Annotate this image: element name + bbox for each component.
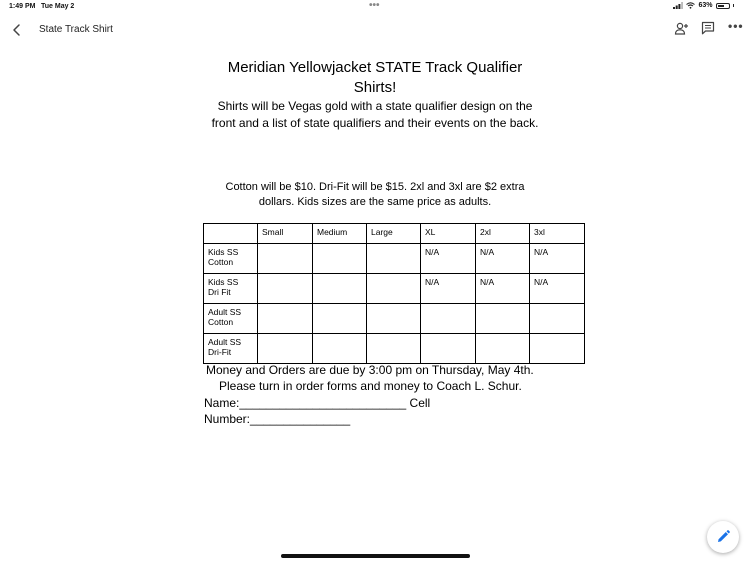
document-title: State Track Shirt <box>39 24 113 35</box>
table-cell <box>258 334 313 364</box>
back-button[interactable] <box>9 20 25 40</box>
table-cell <box>367 274 421 304</box>
share-button[interactable] <box>674 21 689 41</box>
table-header-cell: Small <box>258 224 313 244</box>
table-cell <box>258 274 313 304</box>
table-cell: N/A <box>530 274 585 304</box>
home-indicator[interactable] <box>281 554 470 558</box>
table-row <box>204 304 585 334</box>
row-label <box>204 334 258 364</box>
battery-percent: 63% <box>698 2 713 9</box>
row-label-line: Kids SS <box>208 277 239 287</box>
name-cell-line: Name:_________________________ Cell <box>204 396 431 410</box>
edit-button[interactable] <box>707 521 739 553</box>
row-label-line: Dri-Fit <box>208 347 232 357</box>
row-label <box>204 244 258 274</box>
table-cell <box>476 304 530 334</box>
price-text: Cotton will be $10. Dri-Fit will be $15. 2xl and 3xl are $2 extra <box>225 181 525 193</box>
table-cell: N/A <box>476 244 530 274</box>
document-heading: Meridian Yellowjacket STATE Track Qualifier <box>227 59 523 76</box>
row-label-line: Kids SS <box>208 247 239 257</box>
table-header-cell: Large <box>367 224 421 244</box>
table-cell <box>313 274 367 304</box>
table-row <box>204 244 585 274</box>
table-cell: N/A <box>421 244 476 274</box>
price-text-line2: dollars. Kids sizes are the same price as adults. <box>258 196 492 208</box>
row-label-line: Adult SS <box>208 337 242 347</box>
comment-icon <box>701 21 715 35</box>
status-time: 1:49 PM <box>9 3 36 10</box>
table-cell: N/A <box>421 274 476 304</box>
table-row <box>204 274 585 304</box>
turn-in-text: Please turn in order forms and money to Coach L. Schur. <box>219 379 522 393</box>
due-date-text: Money and Orders are due by 3:00 pm on Thursday, May 4th. <box>206 363 534 377</box>
more-options-button[interactable]: ••• <box>728 19 744 33</box>
table-cell: N/A <box>476 274 530 304</box>
table-header-cell <box>204 224 258 244</box>
table-cell <box>313 244 367 274</box>
table-cell <box>258 304 313 334</box>
row-label-line: Adult SS <box>208 307 242 317</box>
comment-button[interactable] <box>701 21 715 40</box>
table-header-cell: 2xl <box>476 224 530 244</box>
table-cell <box>367 304 421 334</box>
chevron-left-icon <box>9 20 25 40</box>
order-table <box>203 223 585 364</box>
row-label-line: Cotton <box>208 257 234 267</box>
table-cell <box>313 304 367 334</box>
table-header-cell: XL <box>421 224 476 244</box>
table-cell <box>367 334 421 364</box>
table-cell <box>367 244 421 274</box>
table-cell <box>258 244 313 274</box>
multitasking-dots[interactable]: ••• <box>369 0 380 11</box>
table-header-row <box>204 224 585 244</box>
row-label-line: Cotton <box>208 317 234 327</box>
intro-text-line2: front and a list of state qualifiers and their events on the back. <box>211 116 539 130</box>
row-label-line: Dri Fit <box>208 287 231 297</box>
table-header-cell: Medium <box>313 224 367 244</box>
app-bar <box>0 16 750 44</box>
table-cell <box>421 304 476 334</box>
table-cell <box>421 334 476 364</box>
table-cell <box>530 304 585 334</box>
intro-text: Shirts will be Vegas gold with a state qualifier design on the <box>217 99 533 113</box>
pencil-icon <box>715 529 731 545</box>
table-cell <box>476 334 530 364</box>
row-label <box>204 304 258 334</box>
table-cell <box>313 334 367 364</box>
table-row <box>204 334 585 364</box>
table-cell <box>530 334 585 364</box>
row-label <box>204 274 258 304</box>
number-line: Number:_______________ <box>204 412 351 426</box>
table-cell: N/A <box>530 244 585 274</box>
document-heading-line2: Shirts! <box>353 79 397 96</box>
status-date: Tue May 2 <box>41 3 75 10</box>
table-header-cell: 3xl <box>530 224 585 244</box>
add-person-icon <box>674 21 689 36</box>
